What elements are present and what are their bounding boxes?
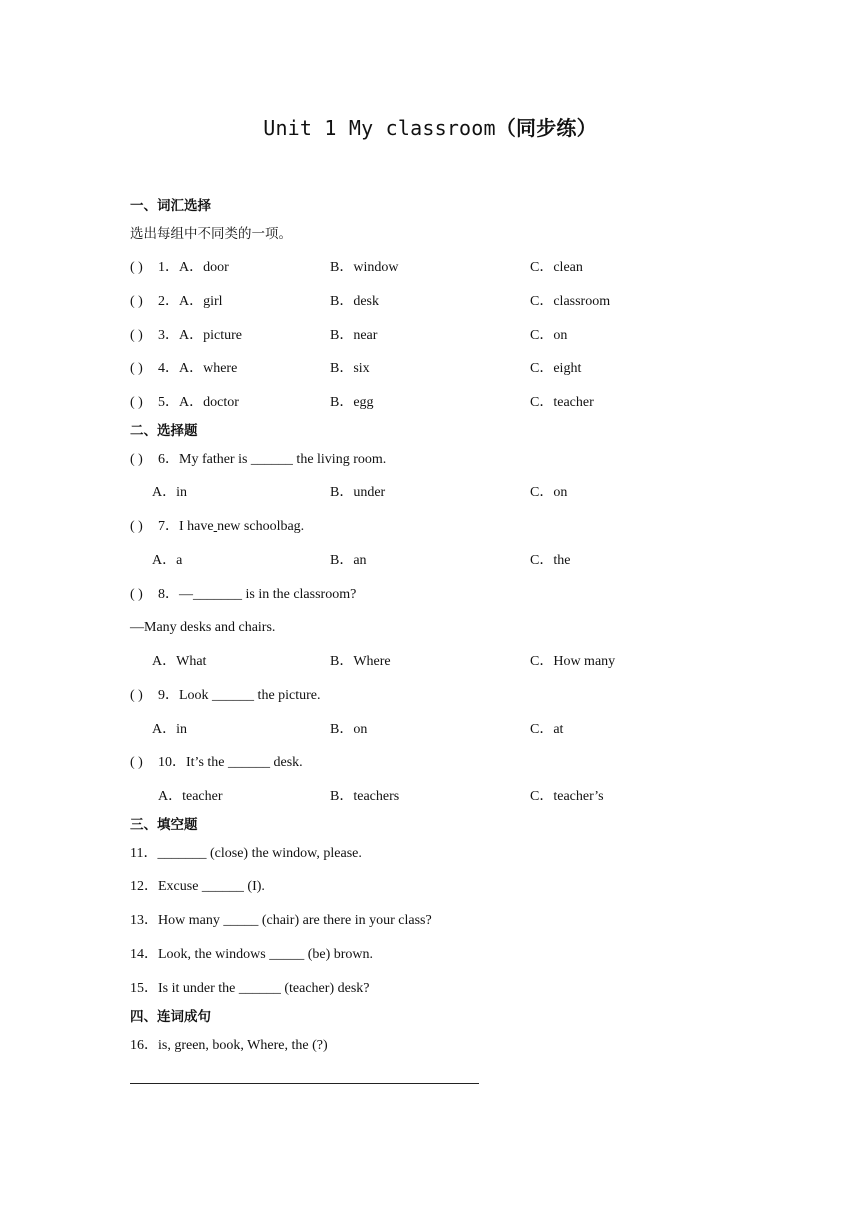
option-b: B．under (330, 485, 386, 500)
answer-paren[interactable]: ( ) (130, 519, 143, 534)
option-b: B．an (330, 553, 367, 568)
option-c: C．the (530, 553, 571, 568)
section-instruction: 选出每组中不同类的一项。 (130, 226, 292, 242)
answer-paren[interactable]: ( ) (130, 260, 143, 275)
section-heading-fill-blank: 三、填空题 (130, 817, 198, 833)
option-b: B．desk (330, 294, 379, 309)
option-a: A．What (152, 654, 207, 669)
option-c: C．How many (530, 654, 616, 669)
answer-paren[interactable]: ( ) (130, 395, 143, 410)
question-row (130, 359, 730, 379)
title-main: Unit 1 My classroom (263, 116, 496, 140)
option-a: A．teacher (158, 789, 223, 804)
question-row (130, 753, 730, 773)
options-row (130, 720, 730, 740)
options-row (130, 787, 730, 807)
option-a: 4．A．where (158, 361, 238, 376)
option-b: B．six (330, 361, 370, 376)
question-row (130, 450, 730, 470)
section-heading-choice: 二、选择题 (130, 423, 198, 439)
fill-blank-item: 13．How many _____ (chair) are there in your class? (130, 913, 432, 928)
question-row (130, 258, 730, 278)
answer-paren[interactable]: ( ) (130, 294, 143, 309)
option-b: B．egg (330, 395, 374, 410)
option-c: C．teacher’s (530, 789, 604, 804)
answer-paren[interactable]: ( ) (130, 587, 143, 602)
question-text: 10．It’s the ______ desk. (158, 755, 303, 770)
option-a: 3．A．picture (158, 328, 242, 343)
answer-paren[interactable]: ( ) (130, 688, 143, 703)
fill-blank-item: 11．_______ (close) the window, please. (130, 846, 362, 861)
question-row (130, 393, 730, 413)
section-heading-sentence: 四、连词成句 (130, 1009, 211, 1025)
answer-line[interactable] (130, 1083, 479, 1084)
question-row (130, 686, 730, 706)
section-heading-vocabulary: 一、词汇选择 (130, 198, 211, 214)
fill-blank-item: 12．Excuse ______ (I). (130, 879, 265, 894)
question-row (130, 585, 730, 605)
question-text: 8．—_______ is in the classroom? (158, 587, 357, 602)
title-sub: （同步练） (495, 116, 597, 140)
fill-blank-item: 15．Is it under the ______ (teacher) desk? (130, 981, 370, 996)
option-c: C．at (530, 722, 564, 737)
option-a: A．in (152, 485, 187, 500)
option-c: C．eight (530, 361, 582, 376)
option-a: A．in (152, 722, 187, 737)
option-a: 1．A．door (158, 260, 229, 275)
question-row (130, 292, 730, 312)
option-a: 5．A．doctor (158, 395, 239, 410)
option-c: C．clean (530, 260, 583, 275)
answer-paren[interactable]: ( ) (130, 452, 143, 467)
answer-paren[interactable]: ( ) (130, 361, 143, 376)
question-response: —Many desks and chairs. (130, 620, 276, 635)
answer-paren[interactable]: ( ) (130, 328, 143, 343)
question-text: 9．Look ______ the picture. (158, 688, 321, 703)
options-row (130, 551, 730, 571)
question-row (130, 517, 730, 537)
page-title (0, 114, 860, 142)
answer-paren[interactable]: ( ) (130, 755, 143, 770)
option-b: B．on (330, 722, 368, 737)
option-b: B．Where (330, 654, 391, 669)
option-c: C．teacher (530, 395, 594, 410)
option-c: C．on (530, 328, 568, 343)
option-b: B．window (330, 260, 399, 275)
options-row (130, 652, 730, 672)
option-a: A．a (152, 553, 183, 568)
option-b: B．teachers (330, 789, 400, 804)
option-c: C．on (530, 485, 568, 500)
question-text: 7．I have new schoolbag. (158, 519, 305, 534)
question-row (130, 326, 730, 346)
sentence-item: 16．is, green, book, Where, the (?) (130, 1038, 328, 1053)
option-c: C．classroom (530, 294, 611, 309)
options-row (130, 483, 730, 503)
question-text: 6．My father is ______ the living room. (158, 452, 387, 467)
option-a: 2．A．girl (158, 294, 223, 309)
option-b: B．near (330, 328, 378, 343)
fill-blank-item: 14．Look, the windows _____ (be) brown. (130, 947, 374, 962)
